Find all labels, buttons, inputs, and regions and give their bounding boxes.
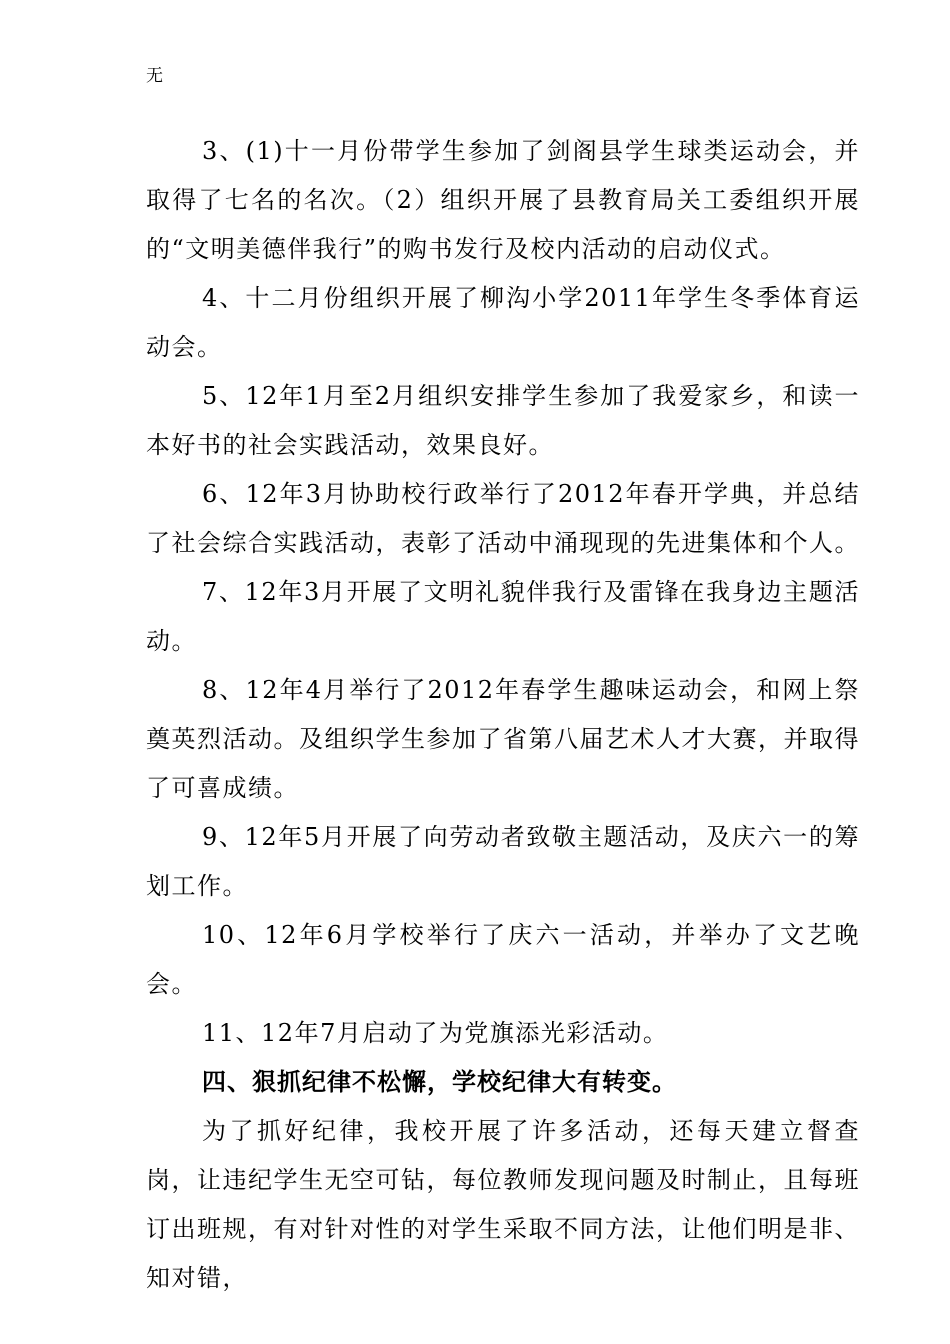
paragraph-item-5: 5、12年1月至2月组织安排学生参加了我爱家乡，和读一本好书的社会实践活动，效果良好。 [146,382,860,459]
paragraph-item-8: 8、12年4月举行了2012年春学生趣味运动会，和网上祭奠英烈活动。及组织学生参加了省第八届艺术人才大赛，并取得了可喜成绩。 [146,676,860,802]
paragraph-item-3: 3、(1)十一月份带学生参加了剑阁县学生球类运动会，并取得了七名的名次。（2）组织开展了县教育局关工委组织开展的“文明美德伴我行”的购书发行及校内活动的启动仪式。 [146,137,860,263]
paragraph-item-4: 4、十二月份组织开展了柳沟小学2011年学生冬季体育运动会。 [146,284,860,361]
section-heading: 四、狠抓纪律不松懈，学校纪律大有转变。 [202,1068,677,1096]
paragraph-item-7: 7、12年3月开展了文明礼貌伴我行及雷锋在我身边主题活动。 [146,578,860,655]
header-mark: 无 [146,66,163,86]
paragraph-item-6: 6、12年3月协助校行政举行了2012年春开学典，并总结了社会综合实践活动，表彰了活动中涌现现的先进集体和个人。 [146,480,860,557]
body-text [146,127,860,1303]
paragraph-item-10: 10、12年6月学校举行了庆六一活动，并举办了文艺晚会。 [146,921,860,998]
paragraph-item-9: 9、12年5月开展了向劳动者致敬主题活动，及庆六一的筹划工作。 [146,823,860,900]
section-paragraph: 为了抓好纪律，我校开展了许多活动，还每天建立督查岗，让违纪学生无空可钻，每位教师发现问题及时制止，且每班订出班规，有对针对性的对学生采取不同方法，让他们明是非、知对错， [146,1117,860,1292]
paragraph-item-11: 11、12年7月启动了为党旗添光彩活动。 [202,1019,669,1047]
